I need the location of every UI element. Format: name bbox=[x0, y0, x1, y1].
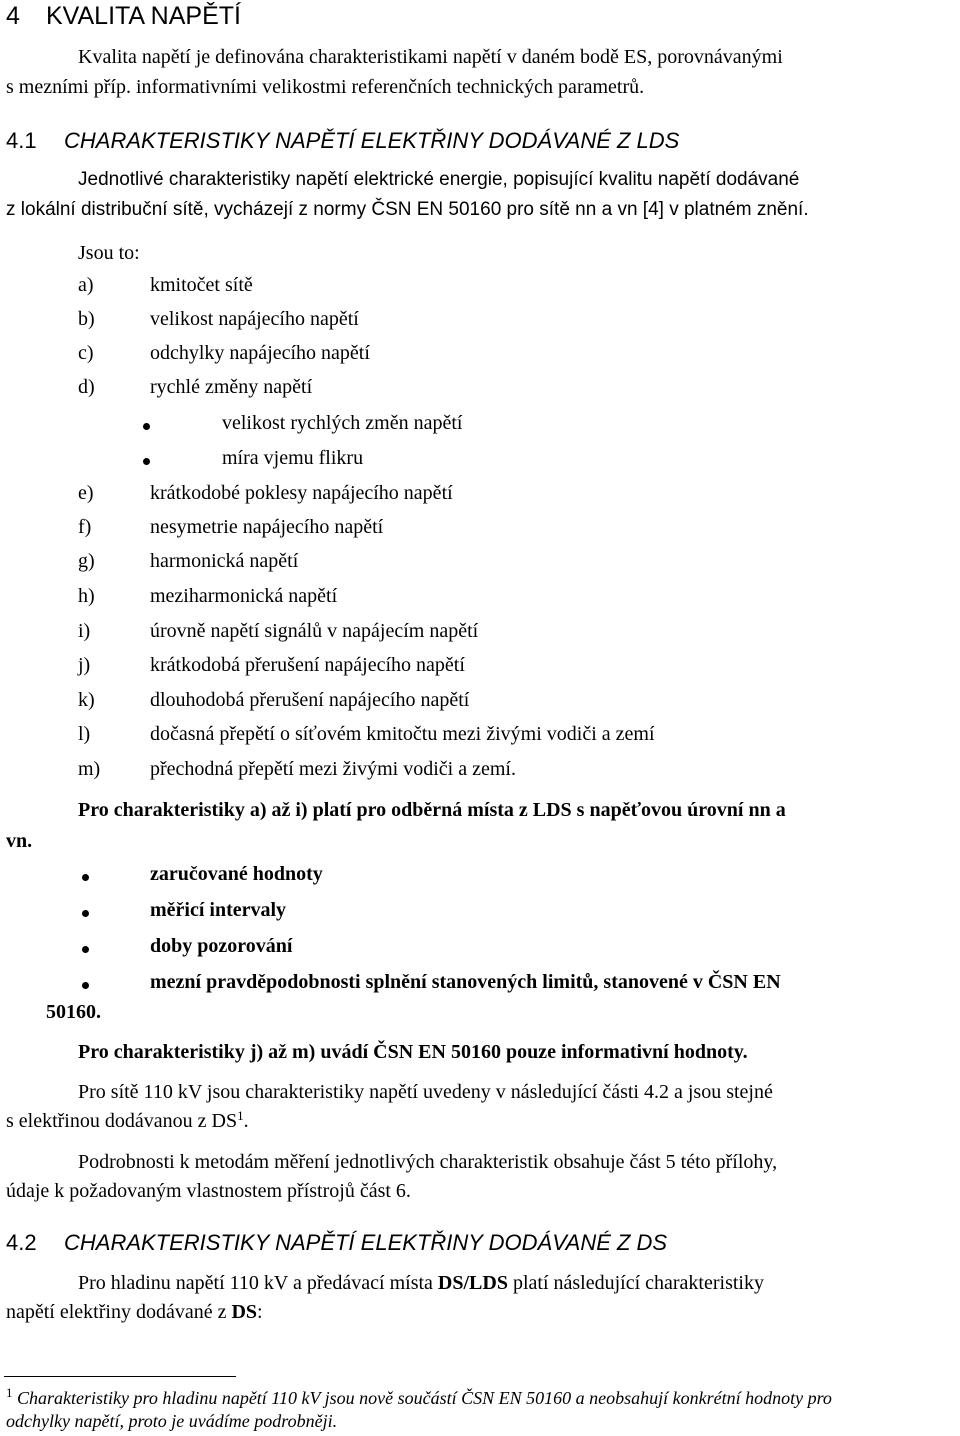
s41-p3-line-2: údaje k požadovaným vlastnostem přístrojů část 6. bbox=[6, 1180, 411, 1202]
list-item: h) meziharmonická napětí bbox=[78, 585, 338, 607]
s42-p1-line-2: napětí elektřiny dodávané z DS: bbox=[6, 1301, 263, 1323]
list-item: a) kmitočet sítě bbox=[78, 274, 253, 296]
s41-p2-line-2: s elektřinou dodávanou z $DS^1$. bbox=[6, 1108, 249, 1132]
bold-bullet-item: mezní pravděpodobnosti splnění stanovených limitů, stanovené v ČSN EN bbox=[150, 971, 781, 993]
intro-line-1: Kvalita napětí je definována charakteristikami napětí v daném bodě ES, porovnávanými bbox=[78, 46, 783, 68]
list-item: f) nesymetrie napájecího napětí bbox=[78, 516, 384, 538]
list-item: i) úrovně napětí signálů v napájecím napětí bbox=[78, 620, 479, 642]
list-intro: Jsou to: bbox=[78, 242, 140, 264]
bold-paragraph-line-1: Pro charakteristiky a) až i) platí pro odběrná místa z LDS s napěťovou úrovní nn a bbox=[78, 799, 786, 821]
bold-bullet-item: doby pozorování bbox=[150, 935, 293, 957]
section-4-1-title: CHARAKTERISTIKY NAPĚTÍ ELEKTŘINY DODÁVANÉ Z LDS bbox=[64, 128, 680, 153]
footnote-mark: 1 bbox=[6, 1385, 13, 1400]
s41-p1-line-1: Jednotlivé charakteristiky napětí elektrické energie, popisující kvalitu napětí dodávané bbox=[78, 169, 800, 190]
list-item: m) přechodná přepětí mezi živými vodiči a zemí. bbox=[78, 758, 516, 780]
footnote-ref: 1 bbox=[237, 1108, 244, 1123]
chapter-title: KVALITA NAPĚTÍ bbox=[46, 2, 241, 30]
bullet-icon bbox=[82, 874, 89, 881]
chapter-heading bbox=[6, 2, 241, 31]
list-item: g) harmonická napětí bbox=[78, 550, 299, 572]
bold-bullet-item: zaručované hodnoty bbox=[150, 863, 323, 885]
s41-p2-line-1: Pro sítě 110 kV jsou charakteristiky napětí uvedeny v následující části 4.2 a jsou stejné bbox=[78, 1081, 773, 1103]
section-4-2-heading bbox=[6, 1230, 667, 1256]
list-item: c) odchylky napájecího napětí bbox=[78, 342, 370, 364]
footnote-line-2: odchylky napětí, proto je uvádíme podrobněji. bbox=[6, 1411, 338, 1431]
bold-bullet-item: měřicí intervaly bbox=[150, 899, 287, 921]
section-4-2-title: CHARAKTERISTIKY NAPĚTÍ ELEKTŘINY DODÁVANÉ Z DS bbox=[64, 1230, 668, 1255]
bullet-icon bbox=[82, 910, 89, 917]
s41-p1-line-2: z lokální distribuční sítě, vycházejí z normy ČSN EN 50160 pro sítě nn a vn [4] v platném znění. bbox=[6, 199, 809, 220]
footnote-line-1: $^1$ Charakteristiky pro hladinu napětí 110 kV jsou nově součástí ČSN EN 50160 a neobsahují konkrétní hodnoty pro bbox=[6, 1385, 832, 1408]
section-4-1-heading bbox=[6, 128, 679, 154]
sub-list-item: velikost rychlých změn napětí bbox=[222, 412, 463, 434]
bold-bullet-continuation: 50160. bbox=[46, 1001, 101, 1023]
bullet-icon bbox=[82, 982, 89, 989]
bold-paragraph-line-2: vn. bbox=[6, 830, 33, 852]
sub-list-item: míra vjemu flikru bbox=[222, 447, 364, 469]
bullet-icon bbox=[143, 458, 150, 465]
chapter-number: 4 bbox=[6, 2, 20, 30]
list-item: d) rychlé změny napětí bbox=[78, 376, 313, 398]
list-item: k) dlouhodobá přerušení napájecího napětí bbox=[78, 689, 470, 711]
section-4-2-number: 4.2 bbox=[6, 1230, 37, 1255]
list-item: l) dočasná přepětí o síťovém kmitočtu mezi živými vodiči a zemí bbox=[78, 723, 655, 745]
footnote-separator bbox=[4, 1376, 236, 1377]
section-4-1-number: 4.1 bbox=[6, 128, 37, 153]
list-item: e) krátkodobé poklesy napájecího napětí bbox=[78, 482, 453, 504]
list-item: j) krátkodobá přerušení napájecího napětí bbox=[78, 654, 465, 676]
bullet-icon bbox=[143, 423, 150, 430]
list-item: b) velikost napájecího napětí bbox=[78, 308, 359, 330]
s41-p3-line-1: Podrobnosti k metodám měření jednotlivých charakteristik obsahuje část 5 této přílohy, bbox=[78, 1151, 778, 1173]
bullet-icon bbox=[82, 946, 89, 953]
bold-paragraph-2: Pro charakteristiky j) až m) uvádí ČSN EN 50160 pouze informativní hodnoty. bbox=[78, 1041, 748, 1063]
s42-p1-line-1: Pro hladinu napětí 110 kV a předávací místa DS/LDS platí následující charakteristiky bbox=[78, 1272, 764, 1294]
intro-line-2: s mezními příp. informativními velikostmi referenčních technických parametrů. bbox=[6, 76, 645, 98]
